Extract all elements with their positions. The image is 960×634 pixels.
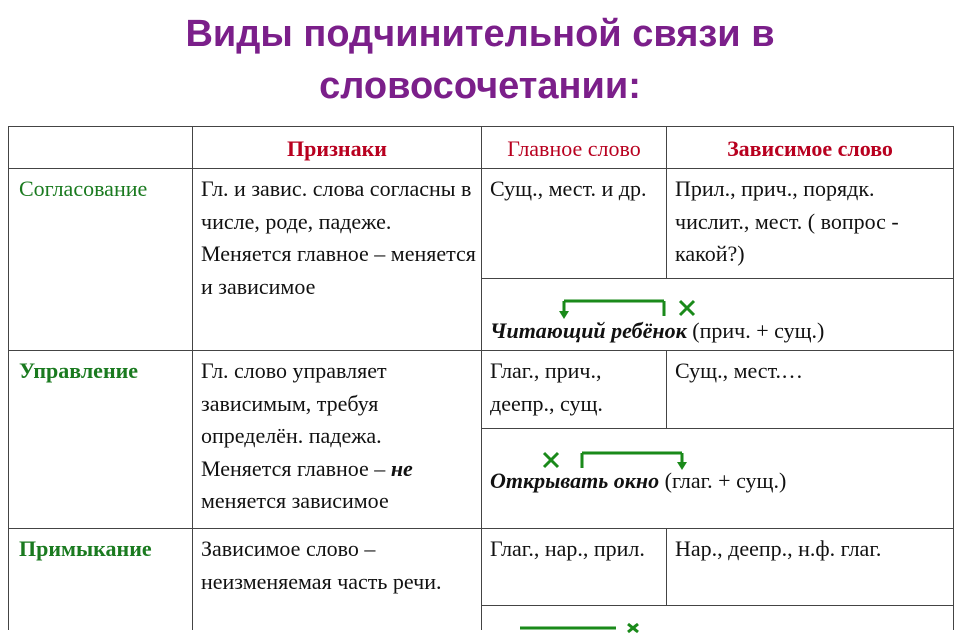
title-line-2: словосочетании: [319,65,641,107]
adjoining-arrow-icon [520,624,660,634]
row-main-adjoining: Глаг., нар., прил. [490,536,645,561]
government-example-word-1: Открывать [490,468,609,493]
row-signs-agreement [193,169,481,350]
government-example-word-2: окно [613,468,660,493]
row-name-adjoining: Примыкание [19,536,152,561]
row-main-agreement: Сущ., мест. и др. [490,176,647,201]
agreement-example-word-1: Читающий [490,318,606,343]
header-signs: Признаки [287,136,387,161]
agreement-example-word-2: ребёнок [611,318,687,343]
agreement-example [490,318,824,344]
government-sign-2a: Меняется главное – [201,455,386,481]
row-signs-government [193,351,481,528]
page-title [0,8,960,112]
row-name-government: Управление [19,358,139,383]
government-sign-2 [201,453,481,518]
header-dependent-word: Зависимое слово [727,136,893,161]
agreement-sign-1: Гл. и завис. слова согласны в числе, роде, падеже. [201,176,472,234]
agreement-sign-2: Меняется главное – меняется и зависимое [201,241,476,299]
government-example-note: (глаг. + сущ.) [664,468,787,493]
government-sign-2b: не [390,455,413,481]
government-example [490,468,786,494]
agreement-example-note: (прич. + сущ.) [692,318,825,343]
title-line-1: Виды подчинительной связи в [185,13,775,55]
government-sign-1: Гл. слово управляет зависимым, требуя определён. падежа. [201,358,387,448]
agreement-arrow-icon [560,298,700,320]
row-dependent-adjoining: Нар., деепр., н.ф. глаг. [675,536,882,561]
row-name-agreement: Согласование [19,176,148,201]
header-main-word: Главное слово [507,136,641,161]
row-dependent-agreement: Прил., прич., порядк. числит., мест. ( вопрос - какой?) [675,176,899,266]
row-dependent-government: Сущ., мест.… [675,358,804,383]
government-sign-2c: меняется зависимое [201,488,389,513]
row-signs-adjoining: Зависимое слово – неизменяемая часть речи. [201,536,442,594]
row-main-government: Глаг., прич., деепр., сущ. [490,358,603,416]
